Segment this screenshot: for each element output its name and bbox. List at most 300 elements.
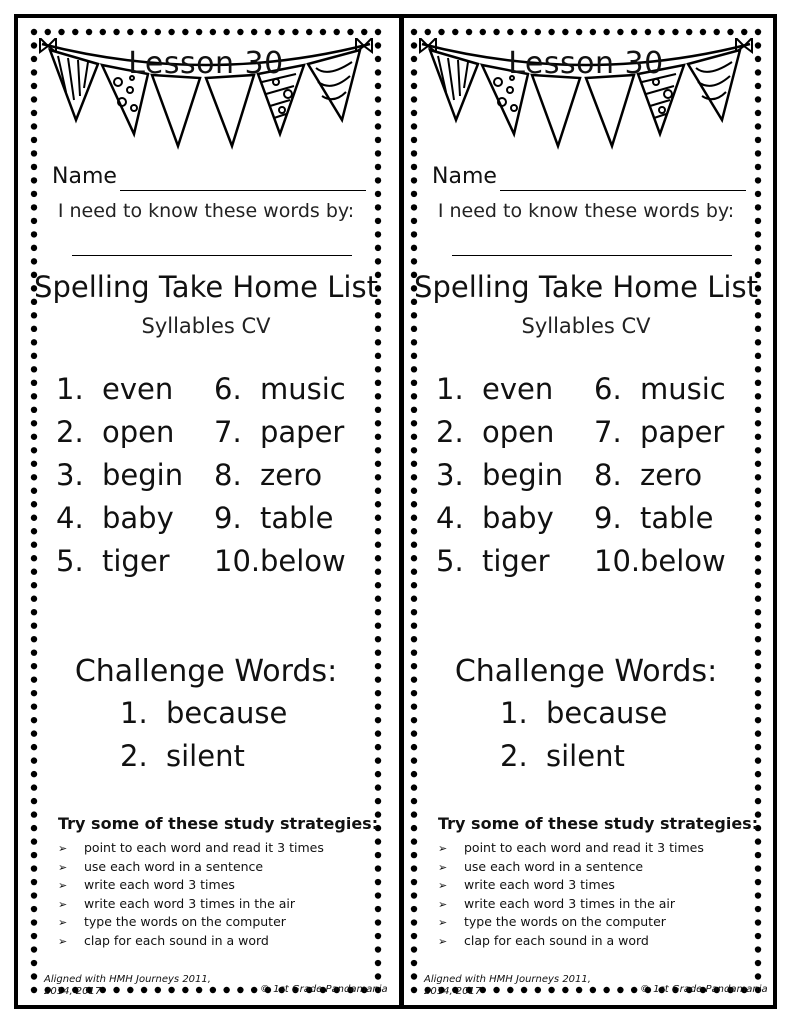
border-dot <box>755 906 761 912</box>
border-dot <box>31 488 37 494</box>
arrow-bullet-icon: ➢ <box>58 860 68 874</box>
strategy-text: use each word in a sentence <box>464 858 644 874</box>
border-dot <box>411 231 417 237</box>
border-dot <box>375 744 381 750</box>
border-dot <box>31 339 37 345</box>
spelling-word <box>214 372 346 406</box>
border-dot <box>375 353 381 359</box>
arrow-bullet-icon: ➢ <box>58 897 68 911</box>
border-dot <box>375 231 381 237</box>
border-dot <box>755 703 761 709</box>
arrow-bullet-icon: ➢ <box>58 934 68 948</box>
border-dot <box>411 407 417 413</box>
border-dot <box>31 892 37 898</box>
border-dot <box>375 582 381 588</box>
strategy-item <box>438 840 704 859</box>
border-dot <box>361 29 367 35</box>
border-dot <box>375 892 381 898</box>
border-dot <box>576 29 582 35</box>
strategy-text: write each word 3 times in the air <box>464 895 675 911</box>
know-by-label: I need to know these words by: <box>437 200 735 222</box>
border-dot <box>411 946 417 952</box>
word-number: 4. <box>436 501 464 535</box>
border-dot <box>755 123 761 129</box>
border-dot <box>375 757 381 763</box>
border-dot <box>755 569 761 575</box>
strategy-list <box>58 840 324 951</box>
arrow-bullet-icon: ➢ <box>438 934 448 948</box>
border-dot <box>31 407 37 413</box>
border-dot <box>31 622 37 628</box>
arrow-bullet-icon: ➢ <box>58 879 68 892</box>
border-dot <box>31 164 37 170</box>
border-dot <box>755 353 761 359</box>
border-dot <box>292 29 298 35</box>
word-text: table <box>640 501 714 535</box>
aligned-line-2: 2014, 2017 <box>44 986 102 997</box>
border-dot <box>755 96 761 102</box>
word-number: 1. <box>436 372 464 406</box>
border-dot <box>375 83 381 89</box>
word-number: 2. <box>56 415 84 449</box>
border-dot <box>755 879 761 885</box>
border-dot <box>375 609 381 615</box>
border-dot <box>375 636 381 642</box>
border-dot <box>31 393 37 399</box>
border-dot <box>755 258 761 264</box>
border-dot <box>755 622 761 628</box>
border-dot <box>411 258 417 264</box>
strategies-title: Try some of these study strategies: <box>438 814 759 833</box>
border-dot <box>375 150 381 156</box>
border-dot <box>411 164 417 170</box>
aligned-note <box>424 974 624 998</box>
word-text: music <box>260 372 346 406</box>
challenge-number: 2. <box>500 739 528 773</box>
border-dot <box>251 987 257 993</box>
border-dot <box>755 609 761 615</box>
border-dot <box>411 811 417 817</box>
word-text: open <box>482 415 555 449</box>
list-subheading: Syllables CV <box>521 314 651 338</box>
border-dot <box>31 798 37 804</box>
word-text: open <box>102 415 175 449</box>
border-dot <box>375 110 381 116</box>
name-write-line[interactable] <box>120 190 366 191</box>
border-dot <box>411 177 417 183</box>
word-number: 6. <box>594 372 622 406</box>
border-dot <box>755 407 761 413</box>
border-dot <box>452 29 458 35</box>
border-dot <box>411 636 417 642</box>
border-dot <box>411 852 417 858</box>
border-dot <box>31 811 37 817</box>
border-dot <box>31 177 37 183</box>
word-number: 4. <box>56 501 84 535</box>
border-dot <box>425 29 431 35</box>
border-dot <box>31 987 37 993</box>
spelling-word <box>56 372 173 406</box>
border-dot <box>755 231 761 237</box>
border-dot <box>411 110 417 116</box>
border-dot <box>375 501 381 507</box>
strategy-item <box>58 933 324 952</box>
spelling-word <box>214 501 333 535</box>
copyright-note: © 1st Grade Pandamania <box>640 984 768 995</box>
word-number: 10. <box>594 544 641 578</box>
list-subheading: Syllables CV <box>141 314 271 338</box>
border-dot <box>411 973 417 979</box>
spelling-card-right <box>408 26 768 997</box>
word-number: 2. <box>436 415 464 449</box>
border-dot <box>590 29 596 35</box>
border-dot <box>375 703 381 709</box>
spelling-word <box>56 415 174 449</box>
spelling-word-list <box>56 372 366 602</box>
border-dot <box>755 393 761 399</box>
border-dot <box>375 258 381 264</box>
border-dot <box>31 636 37 642</box>
border-dot <box>411 123 417 129</box>
border-dot <box>375 177 381 183</box>
challenge-text: silent <box>166 739 245 773</box>
border-dot <box>31 609 37 615</box>
word-number: 9. <box>594 501 622 535</box>
border-dot <box>31 555 37 561</box>
strategy-text: clap for each sound in a word <box>84 932 269 948</box>
border-dot <box>31 838 37 844</box>
arrow-bullet-icon: ➢ <box>438 879 448 892</box>
border-dot <box>31 137 37 143</box>
word-text: table <box>260 501 334 535</box>
strategy-item <box>58 859 324 878</box>
arrow-bullet-icon: ➢ <box>438 842 448 855</box>
challenge-number: 1. <box>120 696 148 730</box>
border-dot <box>411 29 417 35</box>
border-dot <box>31 757 37 763</box>
border-dot <box>375 447 381 453</box>
border-dot <box>755 838 761 844</box>
border-dot <box>411 542 417 548</box>
border-dot <box>686 29 692 35</box>
spelling-word <box>436 415 554 449</box>
border-dot <box>755 83 761 89</box>
strategy-item <box>438 877 704 896</box>
border-dot <box>375 555 381 561</box>
border-dot <box>411 515 417 521</box>
border-dot <box>375 569 381 575</box>
border-dot <box>375 622 381 628</box>
lesson-title: Lesson 30 <box>128 46 284 81</box>
spelling-word-list <box>436 372 746 602</box>
aligned-line-2: 2014, 2017 <box>424 986 482 997</box>
border-dot <box>375 461 381 467</box>
border-dot <box>375 339 381 345</box>
border-dot <box>320 29 326 35</box>
border-dot <box>31 231 37 237</box>
strategy-item <box>438 914 704 933</box>
border-dot <box>755 29 761 35</box>
border-dot <box>411 393 417 399</box>
aligned-line-1: Aligned with HMH Journeys 2011, <box>424 974 591 985</box>
border-dot <box>411 96 417 102</box>
challenge-word <box>500 739 625 773</box>
border-dot <box>755 757 761 763</box>
border-dot <box>375 474 381 480</box>
name-write-line[interactable] <box>500 190 746 191</box>
border-dot <box>31 960 37 966</box>
challenge-title: Challenge Words: <box>74 654 338 689</box>
border-dot <box>411 960 417 966</box>
border-dot <box>375 798 381 804</box>
border-dot <box>755 892 761 898</box>
spelling-card-left <box>28 26 388 997</box>
border-dot <box>755 542 761 548</box>
border-dot <box>755 919 761 925</box>
date-write-line[interactable] <box>452 255 732 256</box>
strategy-item <box>438 896 704 915</box>
word-text: tiger <box>482 544 550 578</box>
border-dot <box>755 865 761 871</box>
word-text: tiger <box>102 544 170 578</box>
border-dot <box>755 582 761 588</box>
word-number: 3. <box>56 458 84 492</box>
border-dot <box>31 919 37 925</box>
border-dot <box>411 784 417 790</box>
border-dot <box>237 29 243 35</box>
border-dot <box>31 366 37 372</box>
challenge-word <box>120 696 287 730</box>
border-dot <box>31 353 37 359</box>
border-dot <box>31 501 37 507</box>
border-dot <box>375 919 381 925</box>
spelling-word <box>214 458 322 492</box>
border-dot <box>411 380 417 386</box>
border-dot <box>31 110 37 116</box>
border-dot <box>31 461 37 467</box>
border-dot <box>521 29 527 35</box>
border-dot <box>755 771 761 777</box>
border-dot <box>31 515 37 521</box>
border-dot <box>375 434 381 440</box>
border-dot <box>755 798 761 804</box>
border-dot <box>411 919 417 925</box>
border-dot <box>411 339 417 345</box>
strategies-title: Try some of these study strategies: <box>58 814 379 833</box>
border-dot <box>755 488 761 494</box>
spelling-word <box>436 501 554 535</box>
border-dot <box>411 798 417 804</box>
border-dot <box>113 29 119 35</box>
border-dot <box>755 447 761 453</box>
word-text: zero <box>640 458 703 492</box>
border-dot <box>375 784 381 790</box>
strategy-text: type the words on the computer <box>84 914 286 929</box>
strategy-item <box>58 877 324 896</box>
border-dot <box>535 29 541 35</box>
border-dot <box>411 582 417 588</box>
copyright-note: © 1st Grade Pandamania <box>260 984 388 995</box>
border-dot <box>31 542 37 548</box>
border-dot <box>58 29 64 35</box>
name-label: Name <box>52 164 117 189</box>
border-dot <box>223 29 229 35</box>
border-dot <box>411 596 417 602</box>
word-text: below <box>640 544 726 578</box>
border-dot <box>411 150 417 156</box>
border-dot <box>375 528 381 534</box>
word-text: baby <box>102 501 174 535</box>
border-dot <box>755 946 761 952</box>
border-dot <box>375 393 381 399</box>
border-dot <box>411 609 417 615</box>
word-text: music <box>640 372 726 406</box>
border-dot <box>72 29 78 35</box>
border-dot <box>31 596 37 602</box>
border-dot <box>45 29 51 35</box>
arrow-bullet-icon: ➢ <box>58 842 68 855</box>
spelling-word <box>56 501 174 535</box>
spelling-word <box>594 544 726 578</box>
border-dot <box>196 29 202 35</box>
challenge-word <box>120 739 245 773</box>
date-write-line[interactable] <box>72 255 352 256</box>
border-dot <box>31 865 37 871</box>
border-dot <box>31 83 37 89</box>
border-dot <box>31 258 37 264</box>
border-dot <box>31 29 37 35</box>
challenge-text: because <box>166 696 288 730</box>
list-heading: Spelling Take Home List <box>414 270 758 304</box>
take-home-sheet <box>14 14 777 1009</box>
border-dot <box>411 906 417 912</box>
border-dot <box>411 717 417 723</box>
border-dot <box>755 784 761 790</box>
arrow-bullet-icon: ➢ <box>438 897 448 911</box>
border-dot <box>334 29 340 35</box>
word-text: paper <box>260 415 345 449</box>
border-dot <box>755 744 761 750</box>
word-number: 7. <box>594 415 622 449</box>
border-dot <box>375 366 381 372</box>
border-dot <box>411 690 417 696</box>
border-dot <box>375 865 381 871</box>
border-dot <box>31 380 37 386</box>
border-dot <box>31 744 37 750</box>
strategy-item <box>438 859 704 878</box>
border-dot <box>31 879 37 885</box>
border-dot <box>31 703 37 709</box>
strategy-text: write each word 3 times <box>464 877 615 892</box>
border-dot <box>741 29 747 35</box>
challenge-title: Challenge Words: <box>454 654 718 689</box>
border-dot <box>31 825 37 831</box>
border-dot <box>411 933 417 939</box>
border-dot <box>631 987 637 993</box>
border-dot <box>755 339 761 345</box>
border-dot <box>672 29 678 35</box>
border-dot <box>603 29 609 35</box>
border-dot <box>31 973 37 979</box>
border-dot <box>31 906 37 912</box>
border-dot <box>31 946 37 952</box>
word-number: 6. <box>214 372 242 406</box>
strategy-text: use each word in a sentence <box>84 858 264 874</box>
border-dot <box>755 366 761 372</box>
strategy-item <box>58 896 324 915</box>
spelling-word <box>594 501 713 535</box>
border-dot <box>755 164 761 170</box>
border-dot <box>480 29 486 35</box>
challenge-word <box>500 696 667 730</box>
spelling-word <box>214 544 346 578</box>
cut-divider <box>399 18 404 1005</box>
border-dot <box>411 137 417 143</box>
border-dot <box>375 542 381 548</box>
border-dot <box>265 29 271 35</box>
border-dot <box>375 906 381 912</box>
spelling-word <box>214 415 344 449</box>
border-dot <box>411 191 417 197</box>
border-dot <box>375 596 381 602</box>
border-dot <box>347 29 353 35</box>
border-dot <box>411 83 417 89</box>
border-dot <box>617 29 623 35</box>
border-dot <box>375 717 381 723</box>
spelling-word <box>436 544 550 578</box>
border-dot <box>375 123 381 129</box>
border-dot <box>168 29 174 35</box>
border-dot <box>411 569 417 575</box>
border-dot <box>411 366 417 372</box>
word-text: begin <box>482 458 564 492</box>
border-dot <box>31 474 37 480</box>
border-dot <box>375 488 381 494</box>
border-dot <box>31 191 37 197</box>
border-dot <box>755 245 761 251</box>
border-dot <box>411 703 417 709</box>
border-dot <box>375 879 381 885</box>
border-dot <box>411 434 417 440</box>
border-dot <box>755 973 761 979</box>
border-dot <box>755 555 761 561</box>
border-dot <box>375 960 381 966</box>
border-dot <box>727 29 733 35</box>
challenge-number: 2. <box>120 739 148 773</box>
border-dot <box>31 434 37 440</box>
word-text: baby <box>482 501 554 535</box>
border-dot <box>755 191 761 197</box>
border-dot <box>31 730 37 736</box>
border-dot <box>658 29 664 35</box>
border-dot <box>411 245 417 251</box>
border-dot <box>755 596 761 602</box>
border-dot <box>755 177 761 183</box>
border-dot <box>411 838 417 844</box>
border-dot <box>411 420 417 426</box>
border-dot <box>755 960 761 966</box>
border-dot <box>411 353 417 359</box>
border-dot <box>375 164 381 170</box>
border-dot <box>31 96 37 102</box>
border-dot <box>755 150 761 156</box>
border-dot <box>755 852 761 858</box>
word-text: zero <box>260 458 323 492</box>
border-dot <box>411 461 417 467</box>
spelling-word <box>56 544 170 578</box>
border-dot <box>645 29 651 35</box>
spelling-word <box>56 458 183 492</box>
